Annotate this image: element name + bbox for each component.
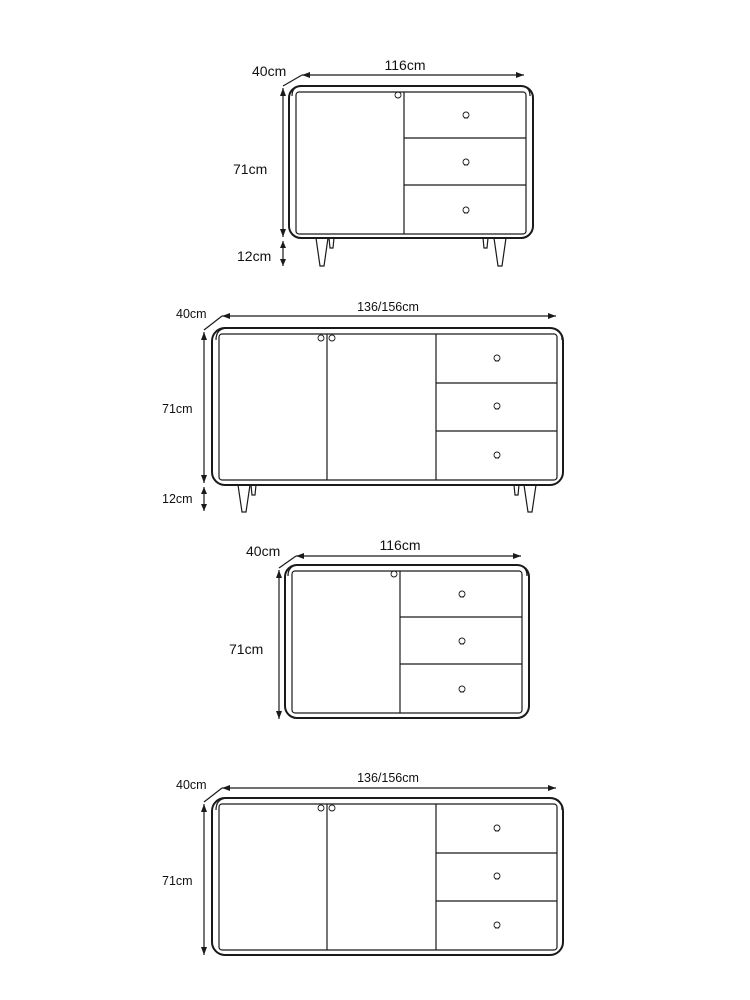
height-label: 71cm xyxy=(162,874,193,888)
drawer-handle xyxy=(494,452,500,458)
diagram-4 xyxy=(162,771,563,955)
leg-front-left xyxy=(238,485,250,512)
drawer-handle xyxy=(459,591,465,597)
leg-front-left xyxy=(316,238,328,266)
cabinet-inner-frame xyxy=(219,804,557,950)
leg-front-right xyxy=(494,238,506,266)
diagram-3 xyxy=(229,537,529,719)
leg-back-right xyxy=(483,238,488,248)
door-knob xyxy=(329,805,335,811)
drawer-handle xyxy=(459,686,465,692)
depth-label: 40cm xyxy=(176,778,207,792)
leg-back-left xyxy=(329,238,334,248)
leg-height-label: 12cm xyxy=(162,492,193,506)
drawer-handle xyxy=(494,825,500,831)
drawer-handle xyxy=(494,403,500,409)
width-label: 136/156cm xyxy=(357,300,419,314)
drawer-handle xyxy=(463,112,469,118)
diagram-2 xyxy=(162,300,563,512)
door-knob xyxy=(391,571,397,577)
height-label: 71cm xyxy=(162,402,193,416)
door-knob xyxy=(329,335,335,341)
cabinet-inner-frame xyxy=(296,92,526,234)
cabinet-body xyxy=(212,798,563,955)
diagram-1 xyxy=(233,57,533,266)
cabinet-body xyxy=(289,86,533,238)
drawer-handle xyxy=(463,159,469,165)
leg-back-left xyxy=(251,485,256,495)
leg-back-right xyxy=(514,485,519,495)
depth-label: 40cm xyxy=(176,307,207,321)
depth-line xyxy=(204,316,222,330)
cabinet-body xyxy=(212,328,563,485)
depth-label: 40cm xyxy=(252,63,287,79)
width-label: 116cm xyxy=(384,57,426,73)
drawer-handle xyxy=(494,355,500,361)
height-label: 71cm xyxy=(229,641,264,657)
door-knob xyxy=(318,805,324,811)
leg-height-label: 12cm xyxy=(237,248,272,264)
drawer-handle xyxy=(459,638,465,644)
drawer-handle xyxy=(494,922,500,928)
cabinet-inner-frame xyxy=(219,334,557,480)
width-label: 116cm xyxy=(379,537,421,553)
cabinet-body xyxy=(285,565,529,718)
drawer-handle xyxy=(494,873,500,879)
height-label: 71cm xyxy=(233,161,268,177)
depth-label: 40cm xyxy=(246,543,281,559)
door-knob xyxy=(318,335,324,341)
width-label: 136/156cm xyxy=(357,771,419,785)
door-knob xyxy=(395,92,401,98)
cabinet-inner-frame xyxy=(292,571,522,713)
drawer-handle xyxy=(463,207,469,213)
cabinet-top-slab xyxy=(292,86,530,96)
leg-front-right xyxy=(524,485,536,512)
